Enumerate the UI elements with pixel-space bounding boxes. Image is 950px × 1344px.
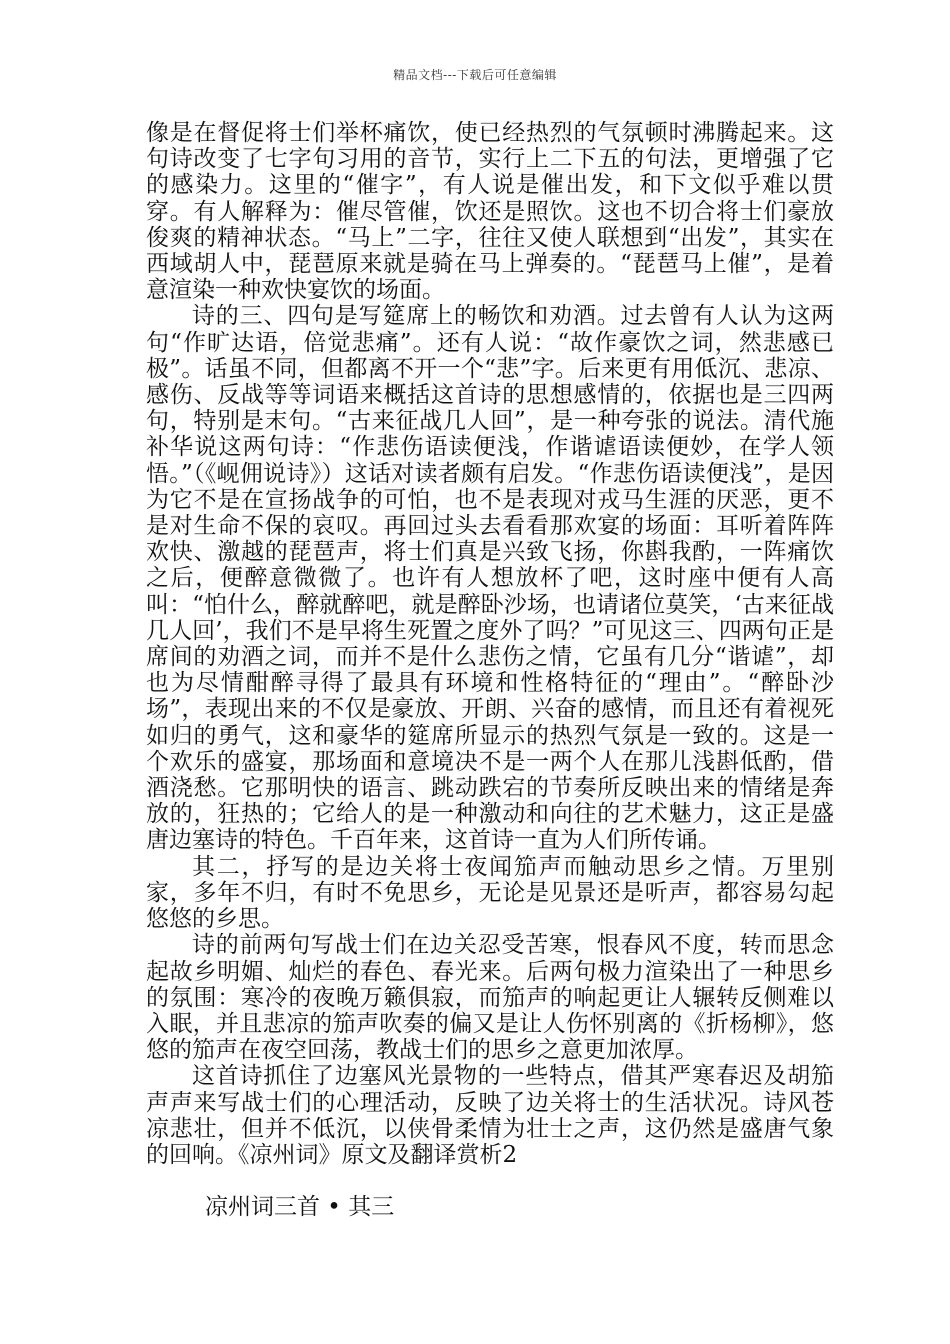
paragraph: 其二，抒写的是边关将士夜闻笳声而触动思乡之情。万里别家，多年不归，有时不免思乡，无论是见景还是听声，都容易勾起悠悠的乡思。 — [146, 853, 834, 933]
paragraph: 诗的前两句写战士们在边关忍受苦寒，恨春风不度，转而思念起故乡明媚、灿烂的春色、春光来。后两句极力渲染出了一种思乡的氛围：寒冷的夜晚万籁俱寂，而笳声的响起更让人辗转反侧难以入眠，并且悲凉的笳声吹奏的偏又是让人伤怀别离的《折杨柳》，悠悠的笳声在夜空回荡，教战士们的思乡之意更加浓厚。 — [146, 932, 834, 1064]
paragraph: 诗的三、四句是写筵席上的畅饮和劝酒。过去曾有人认为这两句“作旷达语，倍觉悲痛”。还有人说：“故作豪饮之词，然悲感已极”。话虽不同，但都离不开一个“悲”字。后来更有用低沉、悲凉、感伤、反战等等词语来概括这首诗的思想感情的，依据也是三四两句，特别是末句。“古来征战几人回”，是一种夸张的说法。清代施补华说这两句诗：“作悲伤语读便浅，作谐谑语读便妙，在学人领悟。”（《岘佣说诗》）这话对读者颇有启发。“作悲伤语读便浅”，是因为它不是在宣扬战争的可怕，也不是表现对戎马生涯的厌恶，更不是对生命不保的哀叹。再回过头去看看那欢宴的场面：耳听着阵阵欢快、激越的琵琶声，将士们真是兴致飞扬，你斟我酌，一阵痛饮之后，便醉意微微了。也许有人想放杯了吧，这时座中便有人高叫：“怕什么，醉就醉吧，就是醉卧沙场，也请诸位莫笑，‘古来征战几人回’，我们不是早将生死置之度外了吗？”可见这三、四两句正是席间的劝酒之词，而并不是什么悲伤之情，它虽有几分“谐谑”，却也为尽情酣醉寻得了最具有环境和性格特征的“理由”。“醉卧沙场”，表现出来的不仅是豪放、开朗、兴奋的感情，而且还有着视死如归的勇气，这和豪华的筵席所显示的热烈气氛是一致的。这是一个欢乐的盛宴，那场面和意境决不是一两个人在那儿浅斟低酌，借酒浇愁。它那明快的语言、跳动跌宕的节奏所反映出来的情绪是奔放的，狂热的；它给人的是一种激动和向往的艺术魅力，这正是盛唐边塞诗的特色。千百年来，这首诗一直为人们所传诵。 — [146, 303, 834, 854]
paragraph: 这首诗抓住了边塞风光景物的一些特点，借其严寒春迟及胡笳声声来写战士们的心理活动，反映了边关将士的生活状况。诗风苍凉悲壮，但并不低沉，以侠骨柔情为壮士之声，这仍然是盛唐气象的回响。《凉州词》原文及翻译赏析2 — [146, 1063, 834, 1168]
article-body — [146, 120, 834, 1168]
section-heading: 凉州词三首 • 其三 — [205, 1194, 395, 1220]
paragraph: 像是在督促将士们举杯痛饮，使已经热烈的气氛顿时沸腾起来。这句诗改变了七字句习用的音节，实行上二下五的句法，更增强了它的感染力。这里的“催字”，有人说是催出发，和下文似乎难以贯穿。有人解释为：催尽管催，饮还是照饮。这也不切合将士们豪放俊爽的精神状态。“马上”二字，往往又使人联想到“出发”，其实在西域胡人中，琵琶原来就是骑在马上弹奏的。“琵琶马上催”，是着意渲染一种欢快宴饮的场面。 — [146, 120, 834, 304]
page-header: 精品文档---下载后可任意编辑 — [393, 68, 557, 82]
